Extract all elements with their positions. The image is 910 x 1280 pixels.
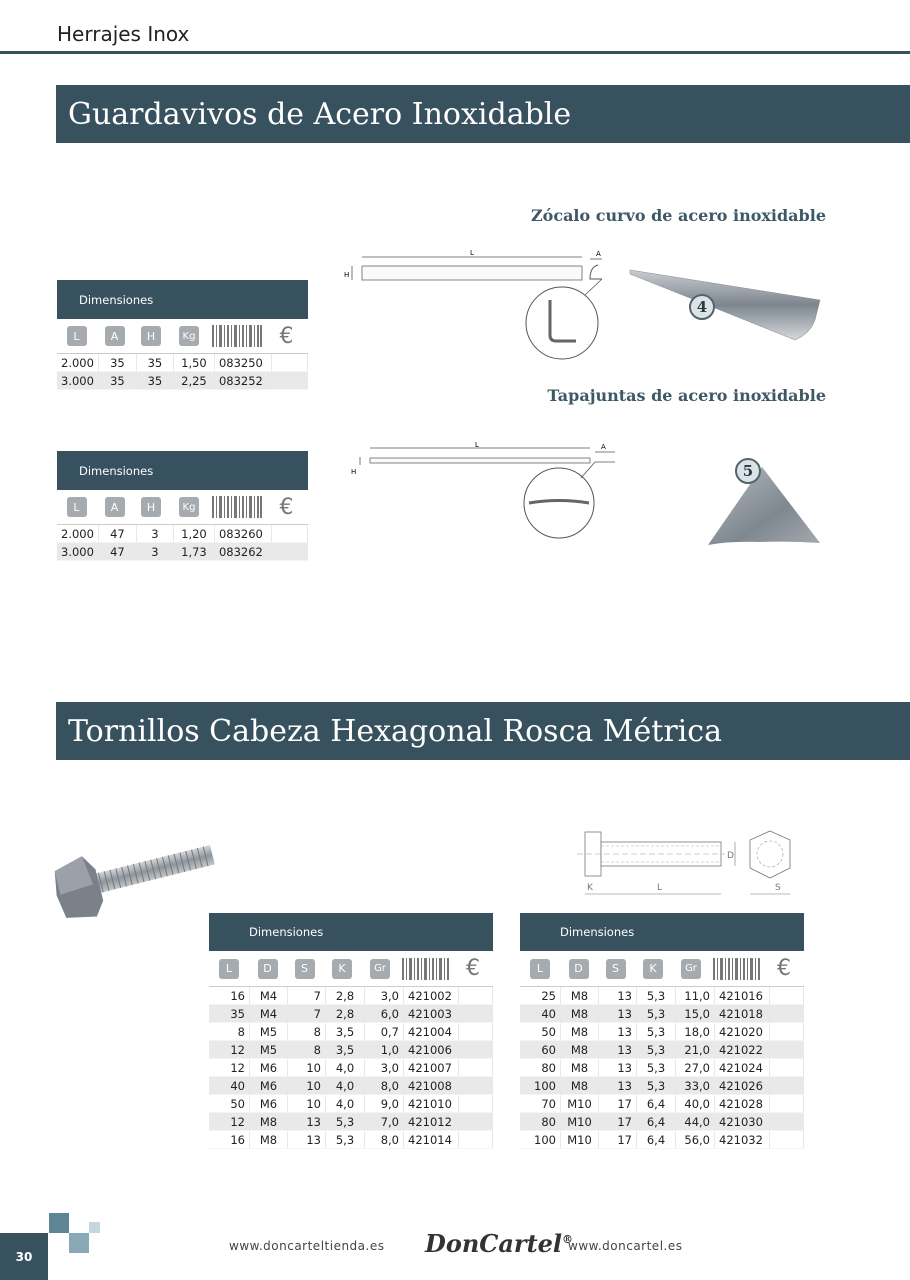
table-cell: 4,0 — [326, 1059, 365, 1077]
table-cell: 10 — [288, 1077, 326, 1095]
table-cell: 10 — [288, 1059, 326, 1077]
table-cell: 5,3 — [637, 1041, 676, 1059]
table-cell: 40,0 — [676, 1095, 715, 1113]
table-cell: M8 — [561, 1023, 599, 1041]
tapajuntas-rows — [57, 525, 308, 561]
table-cell: 40 — [209, 1077, 250, 1095]
table-cell — [770, 1131, 804, 1149]
table-cell: M6 — [250, 1095, 288, 1113]
table-cell: 50 — [520, 1023, 561, 1041]
table-cell: M8 — [561, 1077, 599, 1095]
table-cell: 6,0 — [365, 1005, 404, 1023]
table-row: 3.000 35 35 2,25 083252 — [57, 372, 308, 390]
weight-icon: Kg — [169, 497, 209, 517]
length-icon: L — [57, 326, 96, 346]
table-cell: 12 — [209, 1113, 250, 1131]
table-cell: 5,3 — [326, 1113, 365, 1131]
table-cell: 3,0 — [365, 987, 404, 1005]
zocalo-dimensions-table — [57, 280, 308, 390]
table-cell — [459, 1041, 493, 1059]
dim-label-h: H — [351, 468, 357, 476]
table-row — [520, 1041, 804, 1059]
table-header: Dimensiones — [57, 280, 308, 319]
table-row — [520, 1005, 804, 1023]
table-cell: 8 — [288, 1023, 326, 1041]
dim-label-a: A — [596, 250, 601, 258]
table-cell: M10 — [561, 1131, 599, 1149]
table-header: Dimensiones — [57, 451, 308, 490]
table-cell: 18,0 — [676, 1023, 715, 1041]
table-cell: 421016 — [715, 987, 770, 1005]
length-icon: L — [209, 959, 249, 979]
table-row — [520, 1095, 804, 1113]
bolt-rows-2 — [520, 987, 804, 1149]
table-row — [520, 1077, 804, 1095]
table-cell: 421007 — [404, 1059, 459, 1077]
decor-square — [49, 1213, 69, 1233]
table-cell: M6 — [250, 1077, 288, 1095]
table-cell: 25 — [520, 987, 561, 1005]
table-cell: 1,0 — [365, 1041, 404, 1059]
table-cell: 8,0 — [365, 1131, 404, 1149]
table-cell: 100 — [520, 1077, 561, 1095]
table-cell: 80 — [520, 1113, 561, 1131]
table-cell — [770, 1023, 804, 1041]
table-cell: 421032 — [715, 1131, 770, 1149]
table-cell: 421003 — [404, 1005, 459, 1023]
table-cell: 11,0 — [676, 987, 715, 1005]
table-cell: M8 — [561, 1041, 599, 1059]
table-cell: M8 — [561, 987, 599, 1005]
table-cell: M4 — [250, 1005, 288, 1023]
table-cell — [459, 1005, 493, 1023]
diameter-icon: D — [560, 959, 597, 979]
tapajuntas-dimensions-table — [57, 451, 308, 561]
table-cell — [459, 1059, 493, 1077]
table-cell — [459, 1095, 493, 1113]
decor-square — [89, 1222, 100, 1233]
table-cell: 40 — [520, 1005, 561, 1023]
table-cell: 421026 — [715, 1077, 770, 1095]
table-cell — [459, 1131, 493, 1149]
table-cell: 21,0 — [676, 1041, 715, 1059]
table-cell: 17 — [599, 1095, 637, 1113]
hex-bolt-image — [50, 830, 220, 920]
table-cell: 421018 — [715, 1005, 770, 1023]
table-cell: 5,3 — [637, 1023, 676, 1041]
hex-bolt-technical-drawing — [575, 828, 810, 900]
bolt-dimensions-table-1 — [209, 913, 493, 1149]
guardavivos-title: Guardavivos de Acero Inoxidable — [68, 96, 572, 132]
table-cell: 421002 — [404, 987, 459, 1005]
table-cell: 5,3 — [637, 987, 676, 1005]
table-row — [209, 1023, 493, 1041]
table-cell: 421024 — [715, 1059, 770, 1077]
table-cell: 5,3 — [637, 1005, 676, 1023]
dim-label-l: L — [657, 883, 663, 893]
table-cell: 4,0 — [326, 1077, 365, 1095]
zocalo-technical-drawing — [340, 245, 620, 360]
bolt-rows-1 — [209, 987, 493, 1149]
table-cell: 4,0 — [326, 1095, 365, 1113]
table-row — [209, 1059, 493, 1077]
table-cell: 421004 — [404, 1023, 459, 1041]
barcode-icon — [710, 958, 764, 980]
table-cell: M8 — [250, 1131, 288, 1149]
product-badge-4: 4 — [689, 294, 715, 320]
length-icon: L — [520, 959, 560, 979]
dim-label-k: K — [587, 883, 593, 893]
table-cell: 2,8 — [326, 987, 365, 1005]
table-cell: 13 — [288, 1131, 326, 1149]
table-cell: 421028 — [715, 1095, 770, 1113]
table-cell: M8 — [561, 1005, 599, 1023]
weight-icon: Gr — [361, 959, 399, 979]
table-cell: 421020 — [715, 1023, 770, 1041]
table-cell: 60 — [520, 1041, 561, 1059]
table-cell: 421014 — [404, 1131, 459, 1149]
table-icon-row — [209, 951, 493, 987]
table-cell: 17 — [599, 1131, 637, 1149]
table-cell: 13 — [288, 1113, 326, 1131]
dim-label-a: A — [601, 443, 606, 451]
table-cell: 6,4 — [637, 1131, 676, 1149]
product-title-tapajuntas: Tapajuntas de acero inoxidable — [547, 386, 826, 405]
diameter-icon: D — [249, 959, 286, 979]
table-cell: 421008 — [404, 1077, 459, 1095]
table-cell: 421006 — [404, 1041, 459, 1059]
table-cell: 8,0 — [365, 1077, 404, 1095]
hex-size-icon: S — [286, 959, 323, 979]
table-cell: 421010 — [404, 1095, 459, 1113]
table-row — [209, 1077, 493, 1095]
table-row — [209, 1095, 493, 1113]
table-cell: 5,3 — [637, 1077, 676, 1095]
table-cell: 13 — [599, 1023, 637, 1041]
table-cell: 56,0 — [676, 1131, 715, 1149]
table-cell: 7 — [288, 987, 326, 1005]
table-cell: 17 — [599, 1113, 637, 1131]
table-cell: 35 — [209, 1005, 250, 1023]
table-row: 2.000 47 3 1,20 083260 — [57, 525, 308, 543]
head-height-icon: K — [634, 959, 672, 979]
dim-label-l: L — [470, 249, 474, 257]
hex-size-icon: S — [597, 959, 634, 979]
tapajuntas-technical-drawing — [345, 440, 625, 545]
table-icon-row — [520, 951, 804, 987]
table-row: 3.000 47 3 1,73 083262 — [57, 543, 308, 561]
product-title-zocalo: Zócalo curvo de acero inoxidable — [530, 206, 826, 225]
table-cell — [770, 1095, 804, 1113]
table-row — [209, 1005, 493, 1023]
table-cell: 8 — [288, 1041, 326, 1059]
doncartel-logo — [425, 1229, 573, 1258]
width-icon: A — [96, 497, 133, 517]
table-cell: 10 — [288, 1095, 326, 1113]
table-cell — [770, 1059, 804, 1077]
table-cell: 12 — [209, 1059, 250, 1077]
table-cell: 7 — [288, 1005, 326, 1023]
table-cell: 16 — [209, 1131, 250, 1149]
table-cell: 13 — [599, 987, 637, 1005]
registered-mark: ® — [562, 1233, 574, 1246]
table-cell: 0,7 — [365, 1023, 404, 1041]
euro-icon: € — [777, 956, 791, 981]
weight-icon: Gr — [672, 959, 710, 979]
table-icon-row — [57, 490, 308, 525]
table-cell: M8 — [561, 1059, 599, 1077]
table-cell: M6 — [250, 1059, 288, 1077]
table-cell: 7,0 — [365, 1113, 404, 1131]
tornillos-banner — [56, 702, 910, 760]
table-cell: 421022 — [715, 1041, 770, 1059]
table-cell: M8 — [250, 1113, 288, 1131]
table-cell: 100 — [520, 1131, 561, 1149]
table-cell: 33,0 — [676, 1077, 715, 1095]
table-cell: 80 — [520, 1059, 561, 1077]
table-icon-row — [57, 319, 308, 354]
table-cell: 15,0 — [676, 1005, 715, 1023]
table-cell: 5,3 — [326, 1131, 365, 1149]
guardavivos-banner — [56, 85, 910, 143]
table-cell: 5,3 — [637, 1059, 676, 1077]
table-cell: 421030 — [715, 1113, 770, 1131]
logo-text: DonCartel — [425, 1229, 563, 1258]
zocalo-product-image — [625, 262, 825, 347]
footer-link-doncartel[interactable]: www.doncartel.es — [568, 1239, 683, 1253]
table-cell: 3,0 — [365, 1059, 404, 1077]
table-cell: 9,0 — [365, 1095, 404, 1113]
footer-link-tienda[interactable]: www.doncarteltienda.es — [229, 1239, 385, 1253]
euro-icon: € — [279, 494, 294, 520]
table-cell: 8 — [209, 1023, 250, 1041]
bolt-dimensions-table-2 — [520, 913, 804, 1149]
barcode-icon — [209, 325, 265, 347]
table-cell: 70 — [520, 1095, 561, 1113]
page-number: 30 — [0, 1233, 48, 1280]
table-cell: 3,5 — [326, 1023, 365, 1041]
table-cell: 2,8 — [326, 1005, 365, 1023]
table-row: 2.000 35 35 1,50 083250 — [57, 354, 308, 372]
table-cell: 16 — [209, 987, 250, 1005]
euro-icon: € — [466, 956, 480, 981]
length-icon: L — [57, 497, 96, 517]
table-cell: 13 — [599, 1041, 637, 1059]
table-cell — [770, 1077, 804, 1095]
table-cell — [770, 987, 804, 1005]
tornillos-title: Tornillos Cabeza Hexagonal Rosca Métrica — [68, 713, 722, 749]
table-cell: 12 — [209, 1041, 250, 1059]
height-icon: H — [133, 326, 169, 346]
head-height-icon: K — [323, 959, 361, 979]
table-cell — [770, 1005, 804, 1023]
table-cell: M5 — [250, 1041, 288, 1059]
product-badge-5: 5 — [735, 458, 761, 484]
weight-icon: Kg — [169, 326, 209, 346]
table-row — [520, 1023, 804, 1041]
table-row — [209, 1113, 493, 1131]
barcode-icon — [399, 958, 453, 980]
barcode-icon — [209, 496, 265, 518]
tapajuntas-product-image — [700, 465, 825, 550]
zocalo-rows — [57, 354, 308, 390]
dim-label-s: S — [775, 883, 781, 893]
euro-icon: € — [279, 323, 294, 349]
table-row — [209, 1131, 493, 1149]
table-header: Dimensiones — [520, 913, 804, 951]
table-cell — [459, 987, 493, 1005]
table-row — [209, 1041, 493, 1059]
table-row — [520, 1113, 804, 1131]
table-row — [520, 987, 804, 1005]
table-cell: M10 — [561, 1113, 599, 1131]
table-cell — [770, 1113, 804, 1131]
decor-square — [69, 1233, 89, 1253]
table-cell: M10 — [561, 1095, 599, 1113]
dim-label-d: D — [727, 851, 734, 861]
table-row — [520, 1131, 804, 1149]
table-cell: 421012 — [404, 1113, 459, 1131]
table-cell: 44,0 — [676, 1113, 715, 1131]
height-icon: H — [133, 497, 169, 517]
dim-label-h: H — [344, 271, 350, 279]
dim-label-l: L — [475, 441, 479, 449]
section-header: Herrajes Inox — [57, 22, 190, 46]
table-row — [520, 1059, 804, 1077]
table-cell: 13 — [599, 1077, 637, 1095]
table-cell: 13 — [599, 1005, 637, 1023]
table-row — [209, 987, 493, 1005]
table-cell — [459, 1023, 493, 1041]
table-cell: 6,4 — [637, 1095, 676, 1113]
table-cell: 3,5 — [326, 1041, 365, 1059]
width-icon: A — [96, 326, 133, 346]
table-cell: 13 — [599, 1059, 637, 1077]
table-cell: M4 — [250, 987, 288, 1005]
table-cell: M5 — [250, 1023, 288, 1041]
table-cell — [459, 1113, 493, 1131]
table-cell — [459, 1077, 493, 1095]
table-header: Dimensiones — [209, 913, 493, 951]
table-cell — [770, 1041, 804, 1059]
table-cell: 50 — [209, 1095, 250, 1113]
header-rule — [0, 51, 910, 54]
table-cell: 27,0 — [676, 1059, 715, 1077]
table-cell: 6,4 — [637, 1113, 676, 1131]
